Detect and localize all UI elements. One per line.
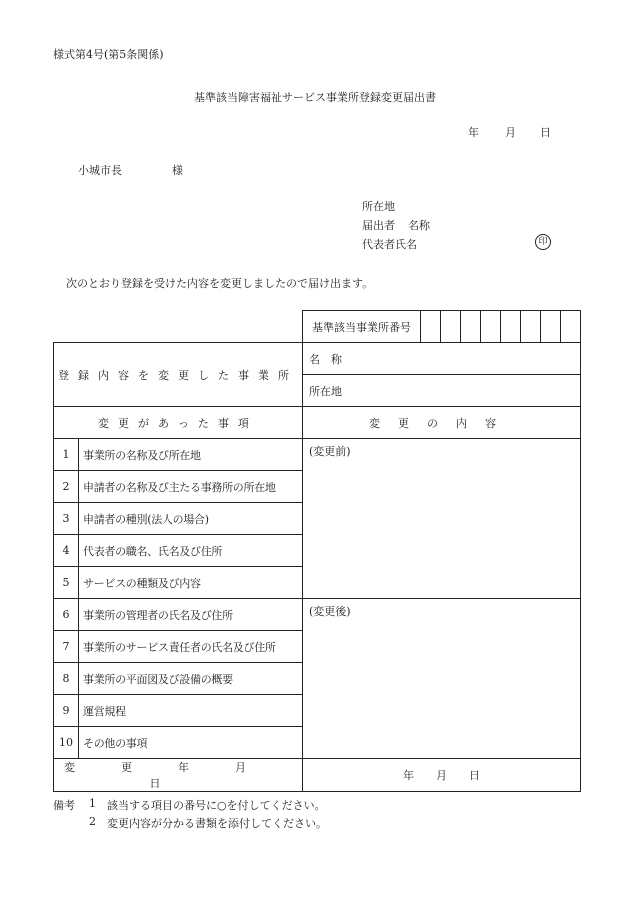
item-number[interactable]: 3	[54, 503, 79, 535]
note-number: 2	[89, 815, 96, 828]
office-number-digit[interactable]	[481, 311, 501, 343]
office-number-digit[interactable]	[541, 311, 561, 343]
notes-label: 備考	[53, 799, 75, 812]
office-address-label: 所在地	[309, 384, 342, 398]
office-number-label: 基準該当事業所番号	[303, 311, 421, 343]
before-change-label: (変更前)	[309, 445, 351, 458]
item-number[interactable]: 8	[54, 663, 79, 695]
office-number-digit[interactable]	[421, 311, 441, 343]
change-date-label: 変更年月日	[54, 759, 303, 792]
item-label: 事業所の平面図及び設備の概要	[79, 663, 303, 695]
month-label: 月	[505, 126, 516, 139]
office-number-digit[interactable]	[501, 311, 521, 343]
item-number[interactable]: 1	[54, 439, 79, 471]
item-number[interactable]: 4	[54, 535, 79, 567]
intro-text: 次のとおり登録を受けた内容を変更しましたので届け出ます。	[66, 277, 374, 290]
office-number-digit[interactable]	[461, 311, 481, 343]
office-number-digit[interactable]	[561, 311, 581, 343]
item-label: その他の事項	[79, 727, 303, 759]
applicant-name-label: 名称	[408, 219, 430, 232]
day-label: 日	[540, 126, 551, 139]
item-label: 事業所の名称及び所在地	[79, 439, 303, 471]
item-label: 代表者の職名、氏名及び住所	[79, 535, 303, 567]
item-label: 申請者の種別(法人の場合)	[79, 503, 303, 535]
item-number[interactable]: 7	[54, 631, 79, 663]
addressee-name: 小城市長	[78, 164, 122, 177]
item-label: 事業所の管理者の氏名及び住所	[79, 599, 303, 631]
office-number-table	[302, 310, 581, 343]
seal-mark: 印	[535, 234, 551, 250]
item-label: 申請者の名称及び主たる事務所の所在地	[79, 471, 303, 503]
item-label: 運営規程	[79, 695, 303, 727]
office-name-field[interactable]	[303, 343, 581, 375]
item-number[interactable]: 10	[54, 727, 79, 759]
applicant-rep-label: 代表者氏名	[362, 238, 417, 251]
year-label: 年	[468, 126, 479, 139]
content-header: 変更の内容	[303, 407, 581, 439]
form-number: 様式第4号(第5条関係)	[53, 48, 164, 61]
change-form-table	[53, 342, 581, 792]
office-number-digit[interactable]	[441, 311, 461, 343]
item-label: 事業所のサービス責任者の氏名及び住所	[79, 631, 303, 663]
before-change-field[interactable]	[303, 439, 581, 599]
applicant-address-label: 所在地	[362, 200, 395, 213]
item-label: サービスの種類及び内容	[79, 567, 303, 599]
item-number[interactable]: 9	[54, 695, 79, 727]
note-text: 変更内容が分かる書類を添付してください。	[107, 817, 327, 830]
office-name-label: 名 称	[309, 352, 342, 366]
item-number[interactable]: 2	[54, 471, 79, 503]
items-header: 変更があった事項	[54, 407, 303, 439]
document-title: 基準該当障害福祉サービス事業所登録変更届出書	[194, 91, 436, 104]
addressee-honorific: 様	[172, 164, 183, 177]
office-number-digit[interactable]	[521, 311, 541, 343]
changed-office-label: 登録内容を変更した事業所	[54, 343, 303, 407]
change-date-field[interactable]: 年 月 日	[303, 759, 581, 792]
after-change-field[interactable]	[303, 599, 581, 759]
item-number[interactable]: 6	[54, 599, 79, 631]
office-address-field[interactable]	[303, 375, 581, 407]
after-change-label: (変更後)	[309, 605, 351, 618]
item-number[interactable]: 5	[54, 567, 79, 599]
applicant-filer-label: 届出者	[362, 219, 395, 232]
note-number: 1	[89, 797, 96, 810]
note-text: 該当する項目の番号に○を付してください。	[107, 799, 326, 812]
